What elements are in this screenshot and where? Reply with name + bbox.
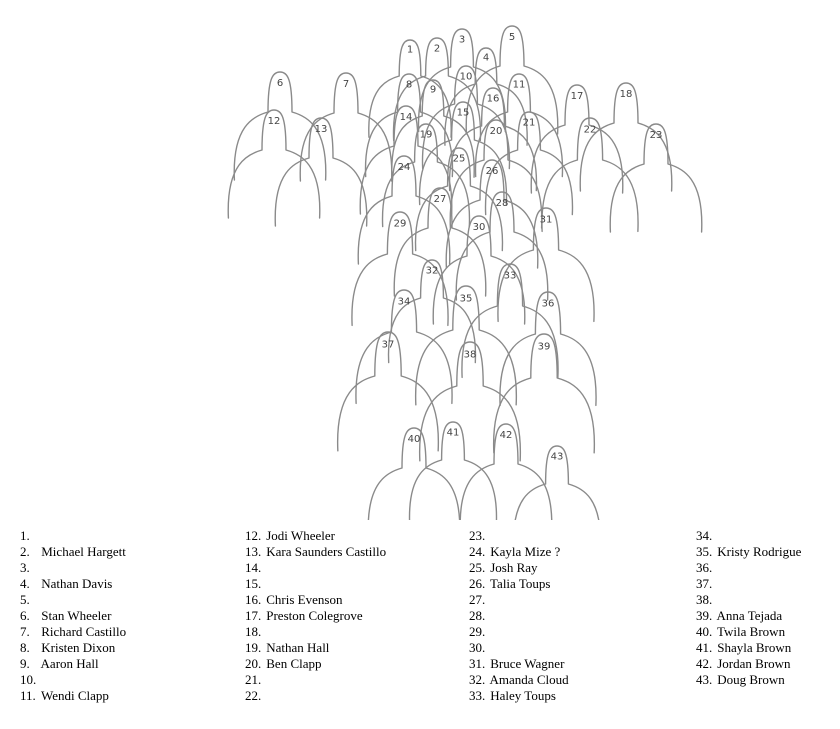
legend-entry xyxy=(20,624,240,640)
person-outline xyxy=(416,286,517,405)
person-outline xyxy=(356,290,452,403)
person-number-label: 9 xyxy=(429,84,437,96)
legend-entry xyxy=(469,672,689,688)
legend-number: 32. xyxy=(469,672,486,687)
legend-entry xyxy=(696,656,840,672)
legend-number: 13. xyxy=(245,544,262,559)
legend-number: 4. xyxy=(20,576,30,591)
legend-person-name: Chris Evenson xyxy=(263,592,343,607)
legend-entry xyxy=(696,608,840,624)
person-outline xyxy=(460,424,552,520)
person-number-label: 38 xyxy=(463,349,477,361)
legend-number: 11. xyxy=(20,688,36,703)
legend-entry xyxy=(20,608,240,624)
person-number-label: 13 xyxy=(314,124,328,135)
legend-person-name: Nathan Davis xyxy=(38,576,113,591)
legend-person-name: Haley Toups xyxy=(487,688,556,703)
legend-entry xyxy=(245,592,465,608)
legend-person-name: Preston Colegrove xyxy=(263,608,363,623)
legend-person-name: Richard Castillo xyxy=(38,624,127,639)
person-number-label: 15 xyxy=(456,107,470,119)
legend-column-4 xyxy=(696,528,840,688)
legend-entry xyxy=(696,560,840,576)
legend-number: 42. xyxy=(696,656,713,671)
legend-number: 9. xyxy=(20,656,30,671)
legend-person-name: Nathan Hall xyxy=(263,640,330,655)
person-number-label: 28 xyxy=(495,198,509,209)
legend-number: 15. xyxy=(245,576,262,591)
legend-entry xyxy=(20,640,240,656)
person-number-label: 21 xyxy=(522,117,536,129)
legend-entry xyxy=(469,528,689,544)
legend-entry xyxy=(245,608,465,624)
legend-number: 28. xyxy=(469,608,486,623)
person-number-label: 14 xyxy=(399,112,413,123)
legend-entry xyxy=(20,688,240,704)
legend-entry xyxy=(696,528,840,544)
legend-number: 30. xyxy=(469,640,486,655)
person-number-label: 23 xyxy=(649,130,663,141)
legend-person-name: Kristen Dixon xyxy=(38,640,116,655)
person-number-label: 7 xyxy=(342,79,350,90)
legend-entry xyxy=(20,544,240,560)
person-number-label: 18 xyxy=(619,89,633,100)
person-outline xyxy=(368,428,460,520)
person-number-label: 8 xyxy=(405,79,413,91)
person-number-label: 32 xyxy=(425,265,439,277)
legend-number: 40. xyxy=(696,624,713,639)
person-number-label: 29 xyxy=(393,218,407,230)
legend-number: 2. xyxy=(20,544,30,559)
legend-column-1 xyxy=(20,528,240,704)
legend-entry xyxy=(20,672,240,688)
person-number-label: 19 xyxy=(419,129,433,141)
legend-entry xyxy=(245,640,465,656)
person-number-label: 1 xyxy=(406,44,414,56)
legend-entry xyxy=(696,624,840,640)
legend-person-name: Kayla Mize ? xyxy=(487,544,561,559)
person-number-label: 34 xyxy=(397,296,411,308)
legend-number: 35. xyxy=(696,544,713,559)
legend-entry xyxy=(469,592,689,608)
person-number-label: 2 xyxy=(433,43,441,55)
legend-person-name: Kristy Rodrigue xyxy=(714,544,802,559)
legend-number: 8. xyxy=(20,640,30,655)
legend-entry xyxy=(696,576,840,592)
legend-person-name: Amanda Cloud xyxy=(487,672,569,687)
legend-person-name: Wendi Clapp xyxy=(38,688,109,703)
legend-number: 3. xyxy=(20,560,30,575)
legend-entry xyxy=(245,688,465,704)
legend-number: 16. xyxy=(245,592,262,607)
legend-entry xyxy=(245,528,465,544)
legend-entry xyxy=(469,656,689,672)
legend-person-name: Bruce Wagner xyxy=(487,656,565,671)
person-number-label: 26 xyxy=(485,166,499,177)
legend-number: 7. xyxy=(20,624,30,639)
person-number-label: 39 xyxy=(537,341,551,353)
legend-entry xyxy=(245,560,465,576)
person-number-label: 12 xyxy=(267,116,281,127)
legend-number: 19. xyxy=(245,640,262,655)
person-number-label: 25 xyxy=(452,153,466,165)
legend-number: 31. xyxy=(469,656,486,671)
person-number-label: 40 xyxy=(407,434,421,445)
person-number-label: 11 xyxy=(512,79,526,91)
legend-entry xyxy=(20,560,240,576)
person-outline xyxy=(358,156,450,264)
legend-number: 38. xyxy=(696,592,713,607)
legend-entry xyxy=(469,576,689,592)
legend-person-name: Talia Toups xyxy=(487,576,551,591)
person-number-label: 22 xyxy=(583,124,597,136)
person-outline xyxy=(338,332,439,451)
legend-number: 17. xyxy=(245,608,262,623)
person-number-label: 24 xyxy=(397,162,411,173)
legend-entry xyxy=(20,656,240,672)
person-outline xyxy=(514,446,601,520)
legend-entry xyxy=(245,544,465,560)
legend-column-3 xyxy=(469,528,689,704)
legend-number: 18. xyxy=(245,624,262,639)
legend-number: 34. xyxy=(696,528,713,543)
person-outline xyxy=(228,110,320,218)
legend-person-name: Kara Saunders Castillo xyxy=(263,544,387,559)
legend-number: 6. xyxy=(20,608,30,623)
legend-entry xyxy=(696,640,840,656)
legend-person-name: Anna Tejada xyxy=(714,608,783,623)
legend-person-name: Josh Ray xyxy=(487,560,538,575)
person-number-label: 20 xyxy=(489,126,503,137)
legend-entry xyxy=(469,608,689,624)
person-number-label: 35 xyxy=(459,293,473,305)
person-number-label: 31 xyxy=(539,214,553,226)
person-number-label: 4 xyxy=(482,52,490,64)
legend-entry xyxy=(245,672,465,688)
legend-number: 25. xyxy=(469,560,486,575)
legend-entry xyxy=(696,592,840,608)
legend-number: 14. xyxy=(245,560,262,575)
legend-entry xyxy=(469,544,689,560)
legend-entry xyxy=(469,624,689,640)
person-outline xyxy=(610,124,702,232)
legend-number: 22. xyxy=(245,688,262,703)
person-number-label: 27 xyxy=(433,194,447,205)
legend-number: 36. xyxy=(696,560,713,575)
legend-entry xyxy=(245,624,465,640)
legend-entry xyxy=(696,672,840,688)
legend-person-name: Doug Brown xyxy=(714,672,785,687)
legend-number: 29. xyxy=(469,624,486,639)
person-number-label: 36 xyxy=(541,298,555,310)
person-number-label: 33 xyxy=(503,270,517,282)
legend-person-name: Jordan Brown xyxy=(714,656,791,671)
legend-person-name: Aaron Hall xyxy=(38,656,99,671)
name-key-legend xyxy=(0,528,840,718)
legend-number: 23. xyxy=(469,528,486,543)
person-number-label: 37 xyxy=(381,339,395,351)
person-number-label: 42 xyxy=(499,430,513,441)
legend-number: 39. xyxy=(696,608,713,623)
legend-number: 37. xyxy=(696,576,713,591)
legend-person-name: Michael Hargett xyxy=(38,544,126,559)
person-number-label: 3 xyxy=(458,34,466,46)
legend-number: 20. xyxy=(245,656,262,671)
legend-entry xyxy=(469,640,689,656)
person-number-label: 30 xyxy=(472,222,486,233)
legend-number: 21. xyxy=(245,672,262,687)
legend-entry xyxy=(20,576,240,592)
legend-number: 5. xyxy=(20,592,30,607)
legend-number: 12. xyxy=(245,528,262,543)
person-number-label: 43 xyxy=(550,451,564,463)
legend-number: 1. xyxy=(20,528,30,543)
legend-person-name: Twila Brown xyxy=(714,624,786,639)
person-number-label: 41 xyxy=(446,427,460,439)
person-outline xyxy=(275,118,367,226)
person-number-label: 5 xyxy=(508,32,516,43)
legend-person-name: Ben Clapp xyxy=(263,656,322,671)
legend-number: 26. xyxy=(469,576,486,591)
legend-number: 41. xyxy=(696,640,713,655)
legend-entry xyxy=(245,576,465,592)
legend-number: 43. xyxy=(696,672,713,687)
person-outline xyxy=(531,85,623,193)
legend-column-2 xyxy=(245,528,465,704)
legend-number: 27. xyxy=(469,592,486,607)
legend-entry xyxy=(469,688,689,704)
legend-number: 10. xyxy=(20,672,37,687)
legend-person-name: Jodi Wheeler xyxy=(263,528,335,543)
legend-number: 24. xyxy=(469,544,486,559)
legend-entry xyxy=(20,528,240,544)
legend-number: 33. xyxy=(469,688,486,703)
legend-entry xyxy=(20,592,240,608)
legend-person-name: Stan Wheeler xyxy=(38,608,112,623)
legend-entry xyxy=(245,656,465,672)
person-number-label: 16 xyxy=(486,93,500,105)
legend-entry xyxy=(696,544,840,560)
person-number-label: 17 xyxy=(570,91,584,102)
person-number-label: 6 xyxy=(276,78,284,89)
person-outline xyxy=(383,124,470,227)
legend-entry xyxy=(469,560,689,576)
person-number-label: 10 xyxy=(459,71,473,83)
legend-person-name: Shayla Brown xyxy=(714,640,792,655)
